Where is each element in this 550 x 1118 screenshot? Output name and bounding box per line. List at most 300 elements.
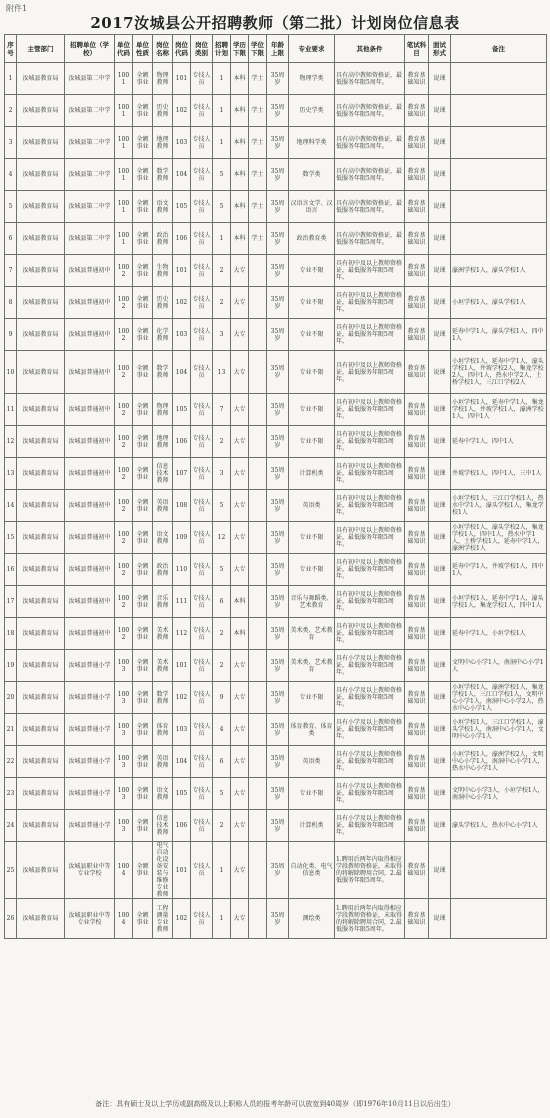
cell-unit-code: 1002 [115, 287, 133, 319]
cell-unit-code: 1002 [115, 255, 133, 287]
cell-post-code: 103 [173, 714, 191, 746]
table-row [5, 842, 547, 899]
cell-unit: 汝城县职业中等专业学校 [65, 899, 115, 939]
cell-plan: 6 [213, 746, 231, 778]
cell-degree [249, 899, 267, 939]
cell-nature: 全额事业 [133, 586, 153, 618]
cell-category: 专技人员 [191, 714, 213, 746]
cell-post-code: 111 [173, 586, 191, 618]
cell-no: 22 [5, 746, 17, 778]
cell-post-code: 104 [173, 746, 191, 778]
cell-no: 1 [5, 63, 17, 95]
cell-remark [451, 899, 547, 939]
cell-dept: 汝城县教育局 [17, 63, 65, 95]
cell-no: 7 [5, 255, 17, 287]
column-header: 备注 [451, 35, 547, 63]
cell-nature: 全额事业 [133, 63, 153, 95]
cell-remark [451, 63, 547, 95]
cell-nature: 全额事业 [133, 95, 153, 127]
cell-age: 35周岁 [267, 223, 289, 255]
cell-edu: 本科 [231, 159, 249, 191]
cell-edu: 大专 [231, 682, 249, 714]
cell-major: 英语类 [289, 746, 335, 778]
cell-other: 具有高中教师资格证，最低服务年限5周年。 [335, 191, 405, 223]
cell-age: 35周岁 [267, 746, 289, 778]
cell-unit-code: 1001 [115, 223, 133, 255]
cell-other: 具有小学及以上教师资格证，最低服务年限5周年。 [335, 714, 405, 746]
cell-edu: 大专 [231, 746, 249, 778]
column-header: 学位下限 [249, 35, 267, 63]
cell-edu: 大专 [231, 714, 249, 746]
cell-plan: 2 [213, 426, 231, 458]
cell-post-code: 102 [173, 287, 191, 319]
cell-degree [249, 650, 267, 682]
cell-unit: 汝城县普通初中 [65, 522, 115, 554]
cell-unit-code: 1002 [115, 490, 133, 522]
table-row [5, 618, 547, 650]
cell-age: 35周岁 [267, 287, 289, 319]
column-header: 岗位名称 [153, 35, 173, 63]
cell-age: 35周岁 [267, 714, 289, 746]
cell-age: 35周岁 [267, 618, 289, 650]
cell-remark [451, 223, 547, 255]
cell-other: 具有初中及以上教师资格证，最低服务年限5周年。 [335, 351, 405, 394]
column-header: 专业要求 [289, 35, 335, 63]
cell-degree [249, 842, 267, 899]
cell-degree [249, 810, 267, 842]
cell-exam: 教育基础知识 [405, 746, 429, 778]
cell-plan: 2 [213, 650, 231, 682]
column-header: 岗位代码 [173, 35, 191, 63]
cell-dept: 汝城县教育局 [17, 426, 65, 458]
cell-dept: 汝城县教育局 [17, 899, 65, 939]
cell-interview: 说课 [429, 426, 451, 458]
cell-post: 历史教师 [153, 95, 173, 127]
table-row [5, 458, 547, 490]
cell-unit-code: 1002 [115, 351, 133, 394]
cell-no: 19 [5, 650, 17, 682]
table-row [5, 287, 547, 319]
cell-category: 专技人员 [191, 899, 213, 939]
cell-other: 具有初中及以上教师资格证，最低服务年限5周年。 [335, 554, 405, 586]
cell-exam: 教育基础知识 [405, 810, 429, 842]
cell-other: 具有初中及以上教师资格证，最低服务年限5周年。 [335, 458, 405, 490]
cell-post-code: 107 [173, 458, 191, 490]
cell-no: 6 [5, 223, 17, 255]
cell-remark: 小垣学校1人，濠头学校2人，集龙学校1人，四中1人，热水中学1人，土桥学校1人，延寿中学1人，濠洲学校1人 [451, 522, 547, 554]
cell-post-code: 101 [173, 255, 191, 287]
cell-post: 英语教师 [153, 490, 173, 522]
cell-age: 35周岁 [267, 522, 289, 554]
cell-degree: 学士 [249, 63, 267, 95]
cell-plan: 5 [213, 490, 231, 522]
cell-exam: 教育基础知识 [405, 522, 429, 554]
cell-exam: 教育基础知识 [405, 778, 429, 810]
cell-exam: 教育基础知识 [405, 586, 429, 618]
cell-age: 35周岁 [267, 351, 289, 394]
cell-major: 自动化类、电气信息类 [289, 842, 335, 899]
cell-dept: 汝城县教育局 [17, 618, 65, 650]
cell-category: 专技人员 [191, 746, 213, 778]
cell-plan: 6 [213, 586, 231, 618]
cell-age: 35周岁 [267, 682, 289, 714]
cell-edu: 本科 [231, 127, 249, 159]
cell-plan: 2 [213, 287, 231, 319]
cell-category: 专技人员 [191, 522, 213, 554]
cell-edu: 大专 [231, 842, 249, 899]
table-row [5, 490, 547, 522]
cell-category: 专技人员 [191, 650, 213, 682]
cell-unit: 汝城县普通初中 [65, 490, 115, 522]
cell-remark: 延寿中学1人，四中1人 [451, 426, 547, 458]
cell-dept: 汝城县教育局 [17, 778, 65, 810]
cell-edu: 大专 [231, 899, 249, 939]
cell-remark: 小垣学校1人，延寿中学1人，濠头学校1人，井坡学校2人，集龙学校2人，四中1人，热水中学2人，土桥学校1人，三江口学校2人 [451, 351, 547, 394]
cell-edu: 大专 [231, 351, 249, 394]
cell-interview: 说课 [429, 223, 451, 255]
cell-major: 专业不限 [289, 394, 335, 426]
cell-category: 专技人员 [191, 63, 213, 95]
cell-unit-code: 1002 [115, 618, 133, 650]
cell-age: 35周岁 [267, 191, 289, 223]
cell-edu: 大专 [231, 490, 249, 522]
cell-unit-code: 1001 [115, 159, 133, 191]
column-header: 主管部门 [17, 35, 65, 63]
table-row [5, 63, 547, 95]
cell-other: 具有小学及以上教师资格证，最低服务年限5周年。 [335, 778, 405, 810]
cell-plan: 5 [213, 159, 231, 191]
cell-dept: 汝城县教育局 [17, 746, 65, 778]
cell-dept: 汝城县教育局 [17, 127, 65, 159]
cell-age: 35周岁 [267, 319, 289, 351]
cell-degree [249, 351, 267, 394]
cell-post: 物理教师 [153, 63, 173, 95]
cell-dept: 汝城县教育局 [17, 458, 65, 490]
cell-post: 地理教师 [153, 127, 173, 159]
cell-no: 24 [5, 810, 17, 842]
cell-unit: 汝城县普通初中 [65, 458, 115, 490]
cell-degree: 学士 [249, 191, 267, 223]
cell-post-code: 101 [173, 63, 191, 95]
cell-nature: 全额事业 [133, 618, 153, 650]
cell-remark [451, 95, 547, 127]
column-header: 岗位类别 [191, 35, 213, 63]
table-row [5, 127, 547, 159]
cell-unit: 汝城县第二中学 [65, 95, 115, 127]
cell-category: 专技人员 [191, 191, 213, 223]
cell-remark: 延寿中学1人，小垣学校1人 [451, 618, 547, 650]
cell-category: 专技人员 [191, 618, 213, 650]
table-body [5, 63, 547, 939]
cell-degree [249, 682, 267, 714]
cell-edu: 大专 [231, 319, 249, 351]
cell-major: 专业不限 [289, 522, 335, 554]
cell-post: 美术教师 [153, 618, 173, 650]
cell-interview: 说课 [429, 319, 451, 351]
cell-no: 15 [5, 522, 17, 554]
table-row [5, 810, 547, 842]
column-header: 招聘计划 [213, 35, 231, 63]
cell-other: 具有初中及以上教师资格证，最低服务年限5周年。 [335, 490, 405, 522]
cell-dept: 汝城县教育局 [17, 319, 65, 351]
cell-post-code: 102 [173, 899, 191, 939]
cell-plan: 3 [213, 319, 231, 351]
cell-degree [249, 458, 267, 490]
table-row [5, 159, 547, 191]
cell-dept: 汝城县教育局 [17, 223, 65, 255]
cell-dept: 汝城县教育局 [17, 586, 65, 618]
cell-remark: 井坡学校1人，四中1人，三中1人 [451, 458, 547, 490]
cell-nature: 全额事业 [133, 650, 153, 682]
table-row [5, 899, 547, 939]
column-header: 笔试科目 [405, 35, 429, 63]
cell-edu: 本科 [231, 191, 249, 223]
table-row [5, 255, 547, 287]
cell-other: 具有高中教师资格证，最低服务年限5周年。 [335, 95, 405, 127]
cell-other: 具有高中教师资格证，最低服务年限5周年。 [335, 63, 405, 95]
cell-other: 具有初中及以上教师资格证，最低服务年限5周年。 [335, 426, 405, 458]
cell-interview: 说课 [429, 650, 451, 682]
cell-degree [249, 394, 267, 426]
cell-remark [451, 159, 547, 191]
cell-unit: 汝城县第二中学 [65, 63, 115, 95]
cell-unit: 汝城县普通初中 [65, 426, 115, 458]
cell-post-code: 108 [173, 490, 191, 522]
cell-unit-code: 1002 [115, 394, 133, 426]
cell-exam: 教育基础知识 [405, 351, 429, 394]
cell-interview: 说课 [429, 810, 451, 842]
cell-plan: 5 [213, 191, 231, 223]
cell-dept: 汝城县教育局 [17, 714, 65, 746]
cell-category: 专技人员 [191, 458, 213, 490]
cell-plan: 13 [213, 351, 231, 394]
cell-no: 23 [5, 778, 17, 810]
cell-remark: 濠头学校1人，热水中心小学1人 [451, 810, 547, 842]
table-row [5, 426, 547, 458]
cell-unit-code: 1003 [115, 714, 133, 746]
cell-major: 专业不限 [289, 319, 335, 351]
cell-dept: 汝城县教育局 [17, 490, 65, 522]
cell-interview: 说课 [429, 127, 451, 159]
cell-post: 体育教师 [153, 714, 173, 746]
cell-category: 专技人员 [191, 426, 213, 458]
cell-nature: 全额事业 [133, 255, 153, 287]
cell-post: 信息技术教师 [153, 810, 173, 842]
cell-other: 具有高中教师资格证，最低服务年限5周年。 [335, 159, 405, 191]
table-row [5, 778, 547, 810]
cell-unit-code: 1003 [115, 650, 133, 682]
cell-nature: 全额事业 [133, 714, 153, 746]
cell-dept: 汝城县教育局 [17, 255, 65, 287]
cell-unit-code: 1003 [115, 682, 133, 714]
cell-major: 专业不限 [289, 426, 335, 458]
cell-nature: 全额事业 [133, 287, 153, 319]
table-row [5, 394, 547, 426]
cell-interview: 说课 [429, 746, 451, 778]
cell-post: 生物教师 [153, 255, 173, 287]
cell-nature: 全额事业 [133, 351, 153, 394]
cell-interview: 说课 [429, 191, 451, 223]
cell-plan: 1 [213, 899, 231, 939]
cell-category: 专技人员 [191, 842, 213, 899]
cell-nature: 全额事业 [133, 426, 153, 458]
cell-dept: 汝城县教育局 [17, 842, 65, 899]
cell-remark [451, 842, 547, 899]
cell-major: 物理学类 [289, 63, 335, 95]
cell-post: 工程测量专业教师 [153, 899, 173, 939]
cell-nature: 全额事业 [133, 746, 153, 778]
cell-interview: 说课 [429, 778, 451, 810]
cell-post-code: 104 [173, 159, 191, 191]
cell-no: 26 [5, 899, 17, 939]
cell-post: 音乐教师 [153, 586, 173, 618]
cell-plan: 1 [213, 127, 231, 159]
cell-unit: 汝城县普通初中 [65, 394, 115, 426]
cell-interview: 说课 [429, 899, 451, 939]
cell-unit: 汝城县第二中学 [65, 159, 115, 191]
cell-nature: 全额事业 [133, 319, 153, 351]
cell-major: 历史学类 [289, 95, 335, 127]
cell-unit-code: 1003 [115, 746, 133, 778]
cell-age: 35周岁 [267, 255, 289, 287]
cell-major: 数学类 [289, 159, 335, 191]
cell-unit-code: 1003 [115, 810, 133, 842]
cell-interview: 说课 [429, 394, 451, 426]
cell-remark: 小垣学校1人，濠洲学校1人，集龙学校1人，三江口学校1人，文明中心小学1人，南洞中心小学2人，热水中心小学1人 [451, 682, 547, 714]
cell-plan: 12 [213, 522, 231, 554]
column-header: 单位代码 [115, 35, 133, 63]
cell-dept: 汝城县教育局 [17, 554, 65, 586]
cell-major: 英语类 [289, 490, 335, 522]
cell-degree [249, 426, 267, 458]
table-row [5, 95, 547, 127]
cell-age: 35周岁 [267, 394, 289, 426]
cell-degree [249, 319, 267, 351]
cell-post-code: 106 [173, 426, 191, 458]
cell-no: 9 [5, 319, 17, 351]
cell-category: 专技人员 [191, 319, 213, 351]
cell-major: 汉语言文学、汉语言 [289, 191, 335, 223]
table-header-row [5, 35, 547, 63]
cell-unit-code: 1004 [115, 899, 133, 939]
cell-major: 计算机类 [289, 810, 335, 842]
cell-unit-code: 1002 [115, 522, 133, 554]
cell-interview: 说课 [429, 554, 451, 586]
cell-edu: 大专 [231, 394, 249, 426]
cell-category: 专技人员 [191, 490, 213, 522]
cell-remark: 濠洲学校1人，濠头学校1人 [451, 255, 547, 287]
cell-unit-code: 1001 [115, 63, 133, 95]
cell-remark: 文明中心小学3人，小垣学校1人，南洞中心小学1人 [451, 778, 547, 810]
cell-remark: 延寿中学1人，濠头学校1人，四中1人 [451, 319, 547, 351]
cell-edu: 大专 [231, 458, 249, 490]
cell-exam: 教育基础知识 [405, 490, 429, 522]
cell-age: 35周岁 [267, 159, 289, 191]
cell-major: 美术类、艺术教育 [289, 618, 335, 650]
cell-interview: 说课 [429, 63, 451, 95]
cell-post-code: 104 [173, 351, 191, 394]
cell-exam: 教育基础知识 [405, 554, 429, 586]
cell-post: 数学教师 [153, 351, 173, 394]
cell-nature: 全额事业 [133, 778, 153, 810]
cell-major: 政治教育类 [289, 223, 335, 255]
cell-unit: 汝城县普通初中 [65, 255, 115, 287]
cell-interview: 说课 [429, 586, 451, 618]
cell-exam: 教育基础知识 [405, 223, 429, 255]
cell-degree [249, 778, 267, 810]
cell-post: 语文教师 [153, 191, 173, 223]
cell-post: 政治教师 [153, 223, 173, 255]
cell-plan: 2 [213, 810, 231, 842]
cell-age: 35周岁 [267, 778, 289, 810]
cell-major: 专业不限 [289, 682, 335, 714]
cell-dept: 汝城县教育局 [17, 159, 65, 191]
cell-unit: 汝城县第二中学 [65, 223, 115, 255]
cell-remark: 小垣学校1人，三江口学校1人，濠头学校1人，南洞中心小学1人，文明中心小学1人 [451, 714, 547, 746]
cell-other: 具有小学及以上教师资格证，最低服务年限5周年。 [335, 810, 405, 842]
cell-exam: 教育基础知识 [405, 842, 429, 899]
cell-post-code: 103 [173, 127, 191, 159]
cell-exam: 教育基础知识 [405, 650, 429, 682]
cell-post: 政治教师 [153, 554, 173, 586]
cell-plan: 4 [213, 714, 231, 746]
cell-post-code: 112 [173, 618, 191, 650]
cell-edu: 大专 [231, 650, 249, 682]
cell-major: 专业不限 [289, 287, 335, 319]
cell-age: 35周岁 [267, 810, 289, 842]
cell-unit: 汝城县普通初中 [65, 287, 115, 319]
cell-exam: 教育基础知识 [405, 426, 429, 458]
table-row [5, 522, 547, 554]
attachment-label: 附件1 [6, 4, 28, 13]
cell-dept: 汝城县教育局 [17, 682, 65, 714]
cell-edu: 大专 [231, 554, 249, 586]
column-header: 面试形式 [429, 35, 451, 63]
cell-remark: 小垣学校1人，濠头学校1人 [451, 287, 547, 319]
cell-other: 具有高中教师资格证，最低服务年限5周年。 [335, 127, 405, 159]
cell-plan: 2 [213, 618, 231, 650]
cell-other: 具有小学及以上教师资格证，最低服务年限5周年。 [335, 746, 405, 778]
cell-post: 历史教师 [153, 287, 173, 319]
cell-post-code: 105 [173, 191, 191, 223]
table-row [5, 191, 547, 223]
cell-exam: 教育基础知识 [405, 682, 429, 714]
cell-degree: 学士 [249, 159, 267, 191]
cell-no: 2 [5, 95, 17, 127]
cell-unit-code: 1002 [115, 426, 133, 458]
cell-exam: 教育基础知识 [405, 95, 429, 127]
cell-interview: 说课 [429, 618, 451, 650]
footer-note: 备注：具有硕士及以上学历或副高级及以上职称人员的报考年龄可以放宽到40周岁（即1976年10月11日以后出生） [95, 1100, 455, 1108]
cell-unit: 汝城县职业中等专业学校 [65, 842, 115, 899]
table-row [5, 223, 547, 255]
cell-no: 10 [5, 351, 17, 394]
column-header: 学历下限 [231, 35, 249, 63]
cell-plan: 2 [213, 255, 231, 287]
cell-unit: 汝城县普通初中 [65, 319, 115, 351]
cell-other: 具有小学及以上教师资格证，最低服务年限5周年。 [335, 682, 405, 714]
cell-age: 35周岁 [267, 426, 289, 458]
cell-post-code: 106 [173, 223, 191, 255]
table-row [5, 586, 547, 618]
page-title: 2017汝城县公开招聘教师（第二批）计划岗位信息表 [90, 14, 460, 32]
cell-exam: 教育基础知识 [405, 127, 429, 159]
cell-plan: 5 [213, 778, 231, 810]
cell-degree [249, 522, 267, 554]
cell-plan: 9 [213, 682, 231, 714]
cell-no: 12 [5, 426, 17, 458]
cell-nature: 全额事业 [133, 127, 153, 159]
